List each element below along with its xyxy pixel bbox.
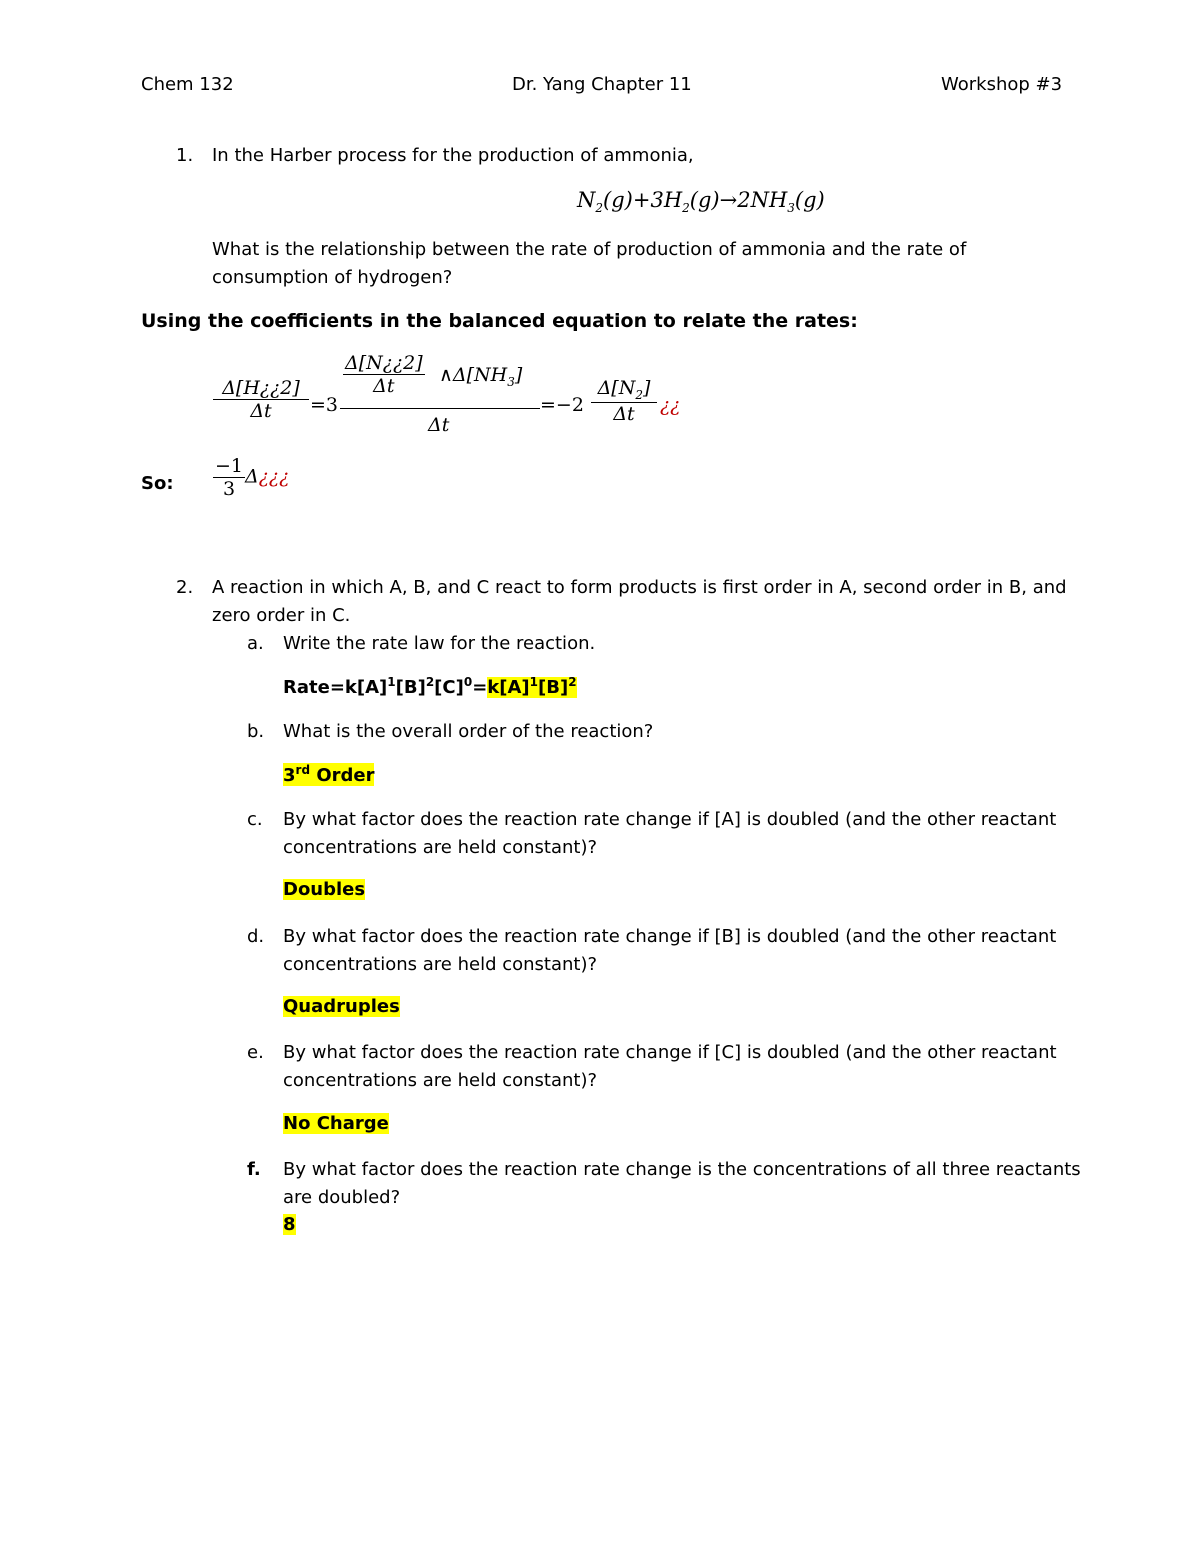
so-label: So: [141, 473, 174, 494]
q2-prompt-line2: zero order in C. [212, 605, 351, 626]
header-right: Workshop #3 [941, 74, 1063, 95]
part-f-letter: f. [247, 1159, 261, 1180]
part-c-question-line1: By what factor does the reaction rate change if [A] is doubled (and the other reactant [283, 809, 1057, 830]
so-fraction: $\frac{-1}{3}$ [215, 455, 244, 500]
part-e-question-line1: By what factor does the reaction rate change if [C] is doubled (and the other reactant [283, 1042, 1057, 1063]
q2-number: 2. [176, 577, 194, 598]
part-c-answer: Doubles [283, 879, 366, 900]
q1-question-line1: What is the relationship between the rate of production of ammonia and the rate of [212, 239, 967, 260]
haber-equation: $N_2(g)+3H_2(g)\to 2NH_3(g)$ [577, 188, 825, 216]
answer-heading: Using the coefficients in the balanced equation to relate the rates: [141, 310, 858, 332]
q1-number: 1. [176, 145, 194, 166]
part-d-question-line1: By what factor does the reaction rate change if [B] is doubled (and the other reactant [283, 926, 1057, 947]
part-b-answer: 3rd Order [283, 763, 375, 786]
part-f-answer: 8 [283, 1214, 296, 1235]
part-e-letter: e. [247, 1042, 264, 1063]
part-a-answer: $Rate=k[A]^1[B]^2[C]^0=k[A]^1[B]^2$ [283, 675, 577, 698]
equals-3: =3 [310, 394, 339, 416]
part-c-letter: c. [247, 809, 263, 830]
fraction-n2: $\frac{\Delta[N_2]}{\Delta t}$ [591, 377, 657, 425]
header-left: Chem 132 [141, 74, 234, 95]
part-b-letter: b. [247, 721, 265, 742]
part-d-question-line2: concentrations are held constant)? [283, 954, 598, 975]
part-a-letter: a. [247, 633, 264, 654]
part-d-letter: d. [247, 926, 265, 947]
header-center: Dr. Yang Chapter 11 [512, 74, 692, 95]
fraction-h2: $\frac{\Delta[H¿¿2]}{\Delta t}$ [213, 377, 309, 422]
part-e-answer: No Charge [283, 1113, 389, 1134]
part-a-question: Write the rate law for the reaction. [283, 633, 596, 654]
q1-prompt: In the Harber process for the production of ammonia, [212, 145, 694, 166]
q2-prompt-line1: A reaction in which A, B, and C react to form products is first order in A, second order in B, and [212, 577, 1067, 598]
wedge-nh3: $\wedge\Delta[NH_3]$ [439, 364, 523, 389]
part-d-answer: Quadruples [283, 996, 400, 1017]
big-fraction-den: Δt [428, 414, 450, 436]
q1-question-line2: consumption of hydrogen? [212, 267, 453, 288]
part-e-question-line2: concentrations are held constant)? [283, 1070, 598, 1091]
part-c-question-line2: concentrations are held constant)? [283, 837, 598, 858]
equals-neg2: =−2 [540, 394, 584, 416]
part-f-question-line2: are doubled? [283, 1187, 401, 1208]
inner-fraction: $\frac{\Delta[N¿¿2]}{\Delta t}$ [345, 352, 423, 397]
tail-red: ¿¿ [660, 394, 681, 416]
part-f-question-line1: By what factor does the reaction rate change is the concentrations of all three reactants [283, 1159, 1081, 1180]
part-b-question: What is the overall order of the reaction? [283, 721, 654, 742]
so-expression: $\frac{-1}{3}$ Δ¿¿¿ [215, 455, 290, 500]
